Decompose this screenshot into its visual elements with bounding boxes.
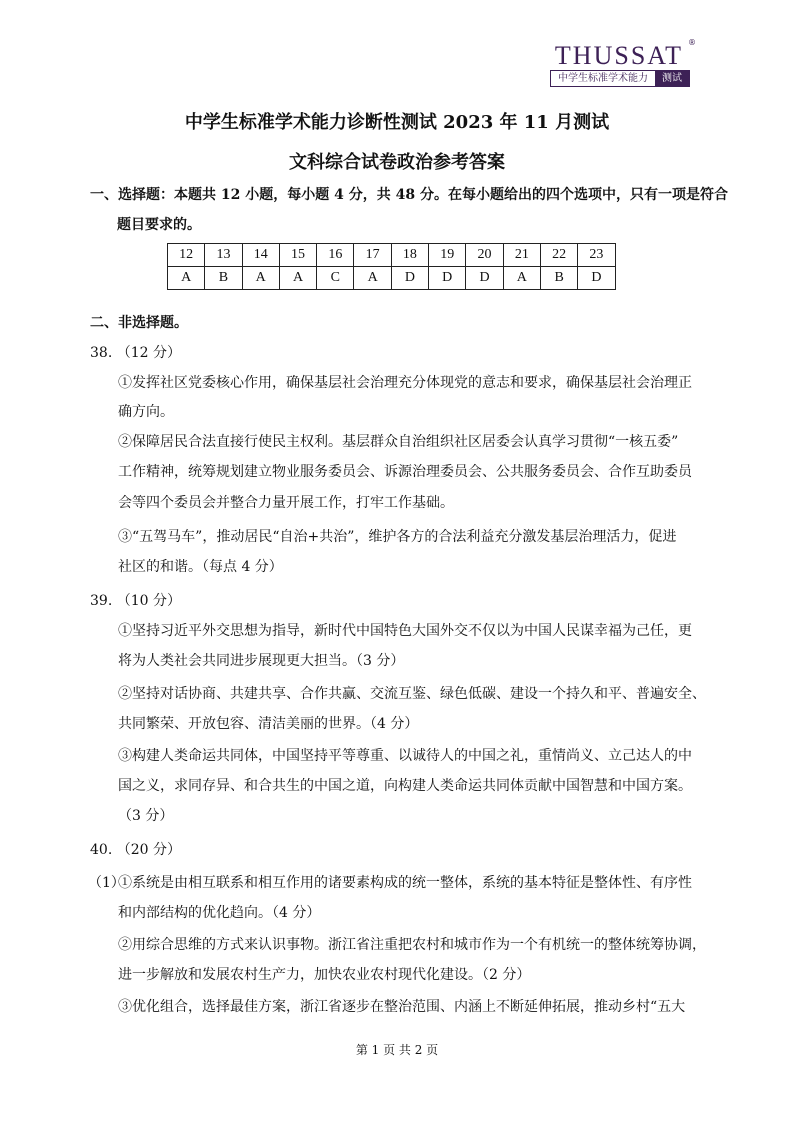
question-number: 12 bbox=[168, 244, 205, 267]
page-footer: 第 1 页 共 2 页 bbox=[355, 1043, 439, 1057]
answer-letter: D bbox=[391, 267, 428, 290]
q39-line: （3 分） bbox=[118, 808, 174, 824]
answer-letter: D bbox=[466, 267, 503, 290]
q38-number: 38. bbox=[90, 345, 113, 361]
answer-letter: B bbox=[540, 267, 577, 290]
document-subtitle: 文科综合试卷政治参考答案 bbox=[289, 152, 505, 173]
q39-header bbox=[90, 591, 181, 611]
q38-header bbox=[90, 343, 181, 363]
question-number: 22 bbox=[540, 244, 577, 267]
question-number: 20 bbox=[466, 244, 503, 267]
answer-letter: C bbox=[317, 267, 354, 290]
question-number: 13 bbox=[205, 244, 242, 267]
section1-heading-b: 题目要求的。 bbox=[117, 217, 201, 233]
q38-line: ①发挥社区党委核心作用，确保基层社会治理充分体现党的意志和要求，确保基层社会治理正 bbox=[118, 375, 692, 391]
logo-tagline-bar bbox=[550, 70, 690, 87]
q38-line: 社区的和谐。（每点 4 分） bbox=[118, 559, 283, 575]
q39-line: ②坚持对话协商、共建共享、合作共赢、交流互鉴、绿色低碳、建设一个持久和平、普遍安全、 bbox=[118, 686, 706, 702]
question-number: 17 bbox=[354, 244, 391, 267]
q39-number: 39. bbox=[90, 593, 113, 609]
q38-line: 确方向。 bbox=[118, 404, 174, 420]
answer-letter: B bbox=[205, 267, 242, 290]
logo-brand: THUSSAT bbox=[554, 41, 684, 70]
q40-line: ①系统是由相互联系和相互作用的诸要素构成的统一整体，系统的基本特征是整体性、有序性 bbox=[118, 875, 692, 891]
document-title: 中学生标准学术能力诊断性测试 2023 年 11 月测试 bbox=[184, 112, 610, 133]
q40-line: ②用综合思维的方式来认识事物。浙江省注重把农村和城市作为一个有机统一的整体统筹协调， bbox=[118, 937, 706, 953]
q40-number: 40. bbox=[90, 842, 113, 858]
question-number: 23 bbox=[578, 244, 615, 267]
q40-line: 进一步解放和发展农村生产力，加快农业农村现代化建设。（2 分） bbox=[118, 967, 531, 983]
q40-part-label: （1） bbox=[88, 875, 125, 891]
answer-letter: A bbox=[503, 267, 540, 290]
q40-line: ③优化组合，选择最佳方案，浙江省逐步在整治范围、内涵上不断延伸拓展，推动乡村“五大 bbox=[118, 999, 686, 1015]
question-number: 16 bbox=[317, 244, 354, 267]
thussat-logo bbox=[548, 38, 696, 86]
q38-score: （12 分） bbox=[116, 345, 181, 361]
question-number: 21 bbox=[503, 244, 540, 267]
q38-line: 会等四个委员会并整合力量开展工作，打牢工作基础。 bbox=[118, 495, 454, 511]
q39-score: （10 分） bbox=[116, 593, 181, 609]
q39-line: 将为人类社会共同进步展现更大担当。（3 分） bbox=[118, 653, 405, 669]
q40-header bbox=[90, 840, 181, 860]
answer-table-answers-row bbox=[168, 267, 616, 290]
question-number: 19 bbox=[429, 244, 466, 267]
logo-tagline: 中学生标准学术能力 bbox=[558, 73, 648, 84]
answer-letter: D bbox=[578, 267, 615, 290]
q38-line: ③“五驾马车”，推动居民“自治+共治”，维护各方的合法利益充分激发基层治理活力，促进 bbox=[118, 529, 677, 545]
q39-line: ①坚持习近平外交思想为指导，新时代中国特色大国外交不仅以为中国人民谋幸福为己任，更 bbox=[118, 623, 692, 639]
answer-letter: A bbox=[354, 267, 391, 290]
question-number: 15 bbox=[279, 244, 316, 267]
logo-registered-mark: ® bbox=[688, 38, 696, 47]
q39-line: ③构建人类命运共同体，中国坚持平等尊重、以诚待人的中国之礼，重情尚义、立己达人的中 bbox=[118, 748, 692, 764]
logo-tag: 测试 bbox=[655, 71, 689, 86]
q39-line: 共同繁荣、开放包容、清洁美丽的世界。（4 分） bbox=[118, 716, 419, 732]
question-number: 18 bbox=[391, 244, 428, 267]
question-number: 14 bbox=[242, 244, 279, 267]
answer-table-numbers-row bbox=[168, 244, 616, 267]
q38-line: 工作精神，统筹规划建立物业服务委员会、诉源治理委员会、公共服务委员会、合作互助委员 bbox=[118, 464, 692, 480]
section1-heading-a: 一、选择题：本题共 12 小题，每小题 4 分，共 48 分。在每小题给出的四个选项中，只有一项是符合 bbox=[90, 187, 728, 203]
answer-letter: A bbox=[168, 267, 205, 290]
answer-letter: A bbox=[242, 267, 279, 290]
q40-line: 和内部结构的优化趋向。（4 分） bbox=[118, 905, 321, 921]
q40-score: （20 分） bbox=[116, 842, 181, 858]
answer-table bbox=[167, 243, 616, 290]
q39-line: 国之义，求同存异、和合共生的中国之道，向构建人类命运共同体贡献中国智慧和中国方案。 bbox=[118, 778, 692, 794]
answer-letter: A bbox=[279, 267, 316, 290]
answer-letter: D bbox=[429, 267, 466, 290]
section2-heading: 二、非选择题。 bbox=[90, 315, 188, 331]
q38-line: ②保障居民合法直接行使民主权利。基层群众自治组织社区居委会认真学习贯彻“一核五委” bbox=[118, 434, 679, 450]
